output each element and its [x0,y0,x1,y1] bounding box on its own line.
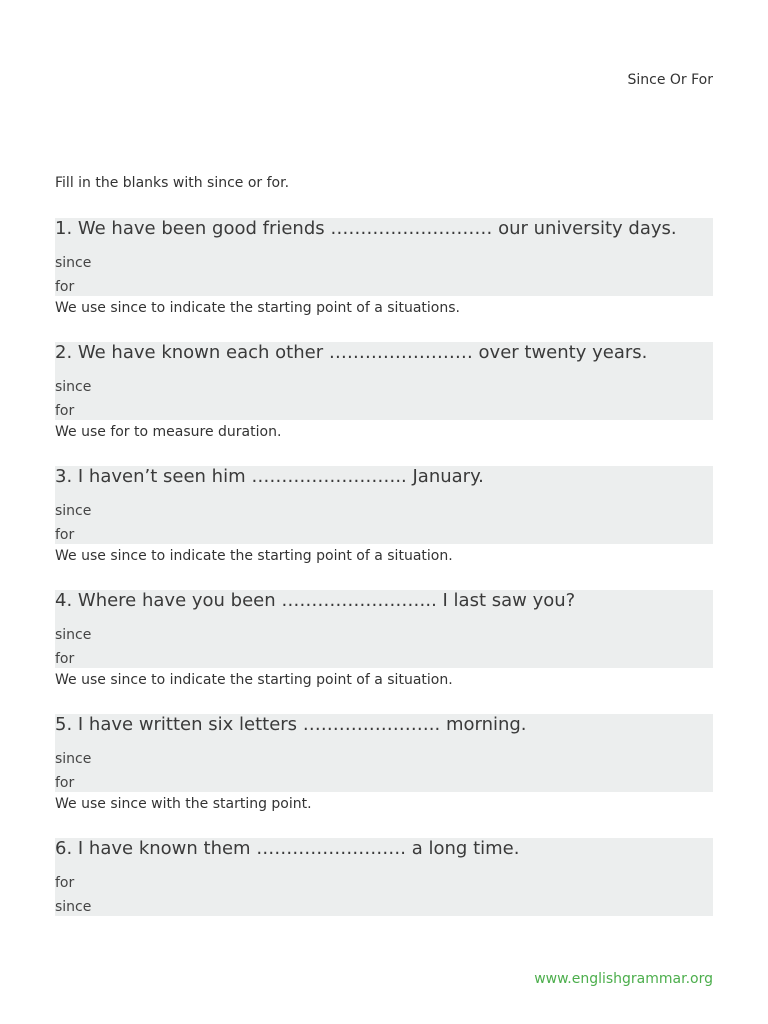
question-box [55,714,713,792]
instructions: Fill in the blanks with since or for. [55,175,290,191]
option-since[interactable]: since [55,255,92,271]
explanation: We use since to indicate the starting point of a situations. [55,300,460,316]
question-text: 6. I have known them ……………………. a long time. [55,838,520,859]
option-for[interactable]: for [55,651,75,667]
option-for[interactable]: for [55,527,75,543]
explanation: We use since to indicate the starting point of a situation. [55,672,453,688]
explanation: We use for to measure duration. [55,424,282,440]
question-text: 4. Where have you been …………………….. I last saw you? [55,590,576,611]
question-2 [55,342,713,466]
explanation [55,916,713,962]
option-since[interactable]: since [55,379,92,395]
option-since[interactable]: since [55,751,92,767]
question-box [55,466,713,544]
option-since[interactable]: since [55,503,92,519]
site-link[interactable]: www.englishgrammar.org [534,971,713,987]
question-4 [55,590,713,714]
question-box [55,342,713,420]
question-text: 3. I haven’t seen him …………………….. January. [55,466,484,487]
page-title: Since Or For [627,72,713,88]
option-since[interactable]: since [55,627,92,643]
option-since[interactable]: since [55,899,92,915]
question-1 [55,218,713,342]
question-box [55,838,713,916]
question-text: 2. We have known each other …………………… over twenty years. [55,342,648,363]
question-text: 5. I have written six letters ………………….. morning. [55,714,527,735]
option-for[interactable]: for [55,875,75,891]
question-box [55,218,713,296]
question-box [55,590,713,668]
option-for[interactable]: for [55,775,75,791]
question-text: 1. We have been good friends ……………………… our university days. [55,218,677,239]
explanation: We use since to indicate the starting point of a situation. [55,548,453,564]
question-list [55,218,713,962]
option-for[interactable]: for [55,403,75,419]
question-6 [55,838,713,962]
explanation: We use since with the starting point. [55,796,312,812]
question-5 [55,714,713,838]
question-3 [55,466,713,590]
option-for[interactable]: for [55,279,75,295]
